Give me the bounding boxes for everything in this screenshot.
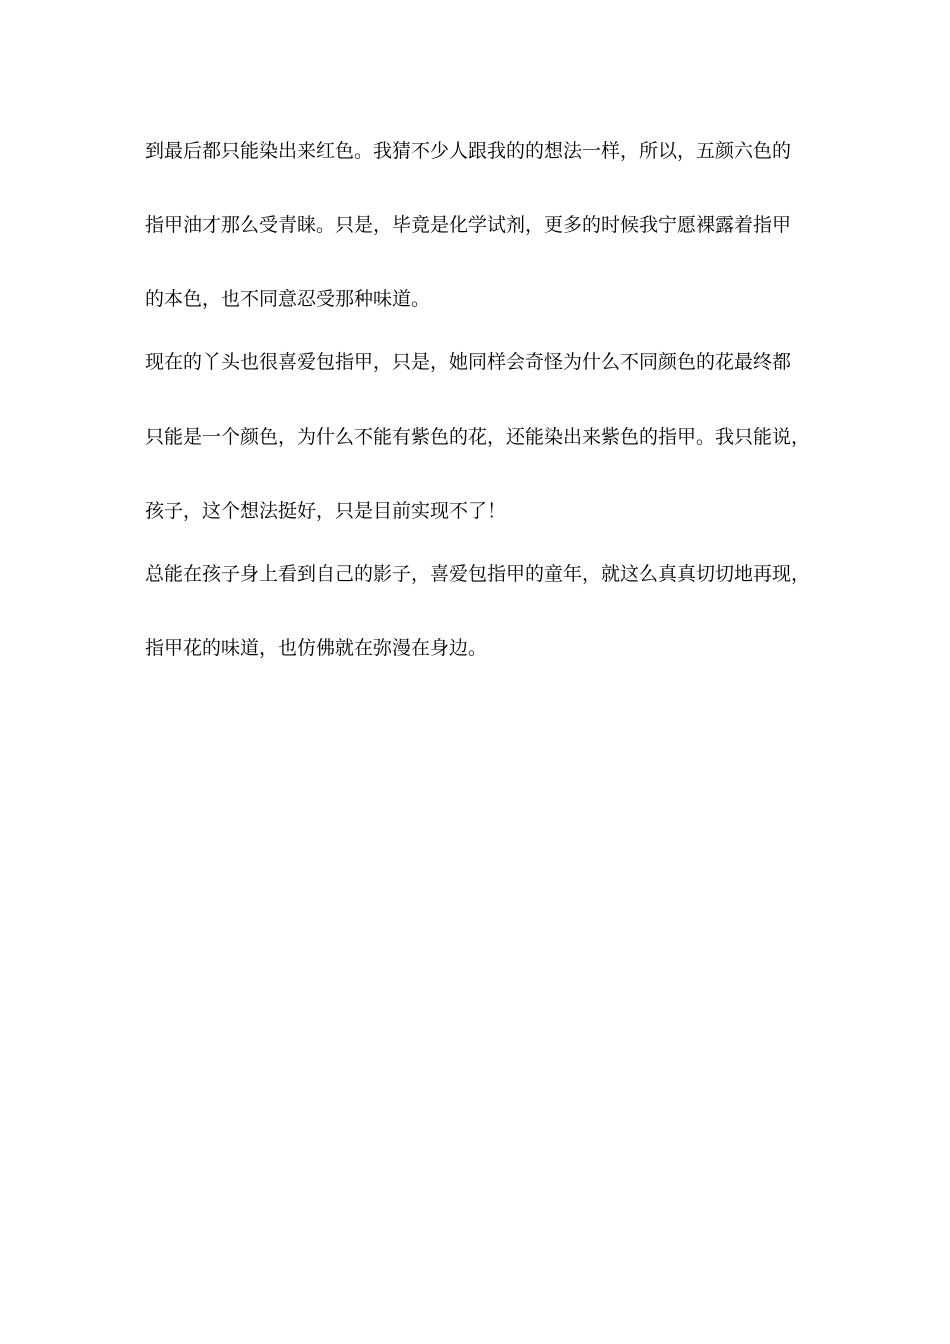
text-line: 只能是一个颜色，为什么不能有紫色的花，还能染出来紫色的指甲。我只能说， bbox=[145, 426, 811, 448]
text-line: 孩子，这个想法挺好，只是目前实现不了！ bbox=[145, 500, 507, 522]
text-line: 总能在孩子身上看到自己的影子，喜爱包指甲的童年，就这么真真切切地再现， bbox=[145, 563, 811, 585]
text-line: 的本色，也不同意忍受那种味道。 bbox=[145, 288, 431, 310]
text-line: 指甲油才那么受青睐。只是，毕竟是化学试剂，更多的时候我宁愿裸露着指甲 bbox=[145, 214, 792, 236]
text-line: 指甲花的味道，也仿佛就在弥漫在身边。 bbox=[145, 637, 488, 659]
text-line: 现在的丫头也很喜爱包指甲，只是，她同样会奇怪为什么不同颜色的花最终都 bbox=[145, 351, 792, 373]
text-line: 到最后都只能染出来红色。我猜不少人跟我的的想法一样，所以，五颜六色的 bbox=[145, 140, 792, 162]
